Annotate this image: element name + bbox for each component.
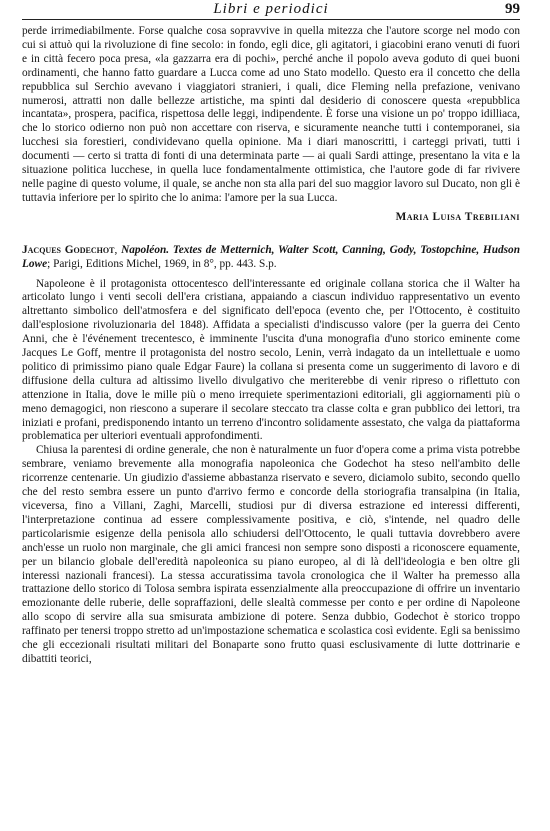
page-header — [22, 0, 520, 20]
review1-paragraph: perde irrimediabilmente. Forse qualche cosa sopravvive in quella mitezza che l'autore scorge nel modo con cui si attuò qui la rivoluzione di fine secolo: in fondo, egli dice, gli agitatori, i giacobini erano venuti di fuori e in città fecero poca presa, «la gazzarra era di pochi», perché anche il popolo aveva goduto di quei buoni ordinamenti, che hanno fatto guardare a Lucca come ad uno Stato modello. Questo era il concetto che della repubblica sul Serchio avevano i viaggiatori stranieri, i quali, dice Fleming nella prefazione, venivano numerosi, attratti non dalle bellezze artistiche, ma spinti dal desiderio di conoscere questa «repubblica incantata», prospera, pacifica, rispettosa delle leggi, indipendente. È forse una visione un po' troppo idilliaca, che lo storico odierno non può non accettare con riserva, e sicuramente neanche tutti i contemporanei, sia lucchesi sia forestieri, condividevano quella opinione. Ma i diari manoscritti, i carteggi privati, tutti i documenti — certo si tratta di fonti di una determinata parte — ai quali Sardi attinge, presentano la vita e la situazione politica lucchese, in quella luce fondamentalmente ottimistica, che l'autore gode di far rivivere nelle pagine di questo volume, il quale, se anche non sta alla pari del suo maggior lavoro sul Ducato, non gli è tuttavia inferiore per lo spirito che lo anima: l'amore per la sua Lucca. — [22, 25, 520, 204]
review2-title: Napoléon. Textes de Metternich, Walter Scott, Canning, Gody, Tostopchine, Hudson Lowe — [22, 243, 520, 270]
page-number: 99 — [505, 1, 520, 17]
review2-details: ; Parigi, Editions Michel, 1969, in 8°, pp. 443. S.p. — [47, 257, 277, 270]
review2-author: Jacques Godechot — [22, 243, 115, 256]
page-body — [22, 25, 520, 667]
running-title: Libri e periodici — [213, 1, 329, 17]
review2-citation: Jacques Godechot, Napoléon. Textes de Metternich, Walter Scott, Canning, Gody, Tostopchine, Hudson Lowe; Parigi, Editions Michel, 1969, in 8°, pp. 443. S.p. — [22, 243, 520, 270]
review2-paragraph-2: Chiusa la parentesi di ordine generale, che non è naturalmente un fuor d'opera come a prima vista potrebbe sembrare, veniamo brevemente alla monografia napoleonica che Godechot ha steso nell'ambito delle ricorrenze centenarie. Un giudizio d'assieme abbastanza riservato e severo, diciamolo subito, secondo quello che del resto sembra essere un punto d'arrivo fermo e concorde della storiografia transalpina (in Italia, viceversa, fino a Villani, Zaghi, Marcelli, studiosi pur di diversa estrazione ed interessi differenti, l'interpretazione continua ad essere complessivamente positiva, e ciò, s'intende, nel quadro delle particolarismie esigenze della penisola allo schiudersi dell'Ottocento, le quali tuttavia dovrebbero avere anch'esse un ruolo non marginale, che gli amici francesi non sempre sono disposti a riconoscere equamente, per un bilancio globale dell'eredità napoleonica su piano europeo, al di là dell'ideologia e ben oltre gli interessi nazionali francesi). La stessa accuratissima tavola cronologica che il Walter ha premesso alla trattazione dello storico di Tolosa sembra ispirata essenzialmente alla preoccupazione di offrire un inventario emozionante delle ruberie, delle sopraffazioni, delle slealtà commesse per conto e per ordine di Napoleone allo scopo di servire alla sua smisurata ambizione di potere. Senza dubbio, Godechot è storico troppo raffinato per tenersi troppo stretto ad un'impostazione schematica e scolastica così evidente. Egli sa benissimo che gli eccezionali risultati militari del Bonaparte sono frutto quasi esclusivamente di lutte dottrinarie e dibattiti teorici, — [22, 444, 520, 665]
review2-paragraph-1: Napoleone è il protagonista ottocentesco dell'interessante ed originale collana storica che il Walter ha articolato lungo i venti secoli dell'era cristiana, appaiando a ciascun individuo rappresentativo un evento altrettanto simbolico dell'atmosfera e del significato dell'epoca (evento che, per l'Ottocento, è costituito dall'esplosione rivoluzionaria del 1848). Affidata a specialisti d'indiscusso valore (per la guerra dei Cento Anni, che è l'événement trecentesco, è imminente l'uscita d'una monografia d'uno storico eminente come Jacques Le Goff, mentre il protagonista del nostro secolo, Lenin, verrà indagato da un intellettuale e uomo politico di primissimo piano quale Edgar Faure) la collana si presenta come un suggerimento di lavoro e di diffusione della cultura ad altissimo livello divulgativo che meriterebbe di venir ripreso o riflettuto con attenzione in Italia, dove le mille più o meno irrequiete sperimentazioni editoriali, gli aggiornamenti più o meno demagogici, non riescono a superare il secolare steccato tra classe colta e gran pubblico dei lettori, tra iniziati e profani, predisponendo intanto un terreno d'incontro solidamente assestato, che valga da piattaforma problematica per ulteriori eventuali approfondimenti. — [22, 277, 520, 443]
review1-signature: Maria Luisa Trebiliani — [395, 210, 520, 223]
